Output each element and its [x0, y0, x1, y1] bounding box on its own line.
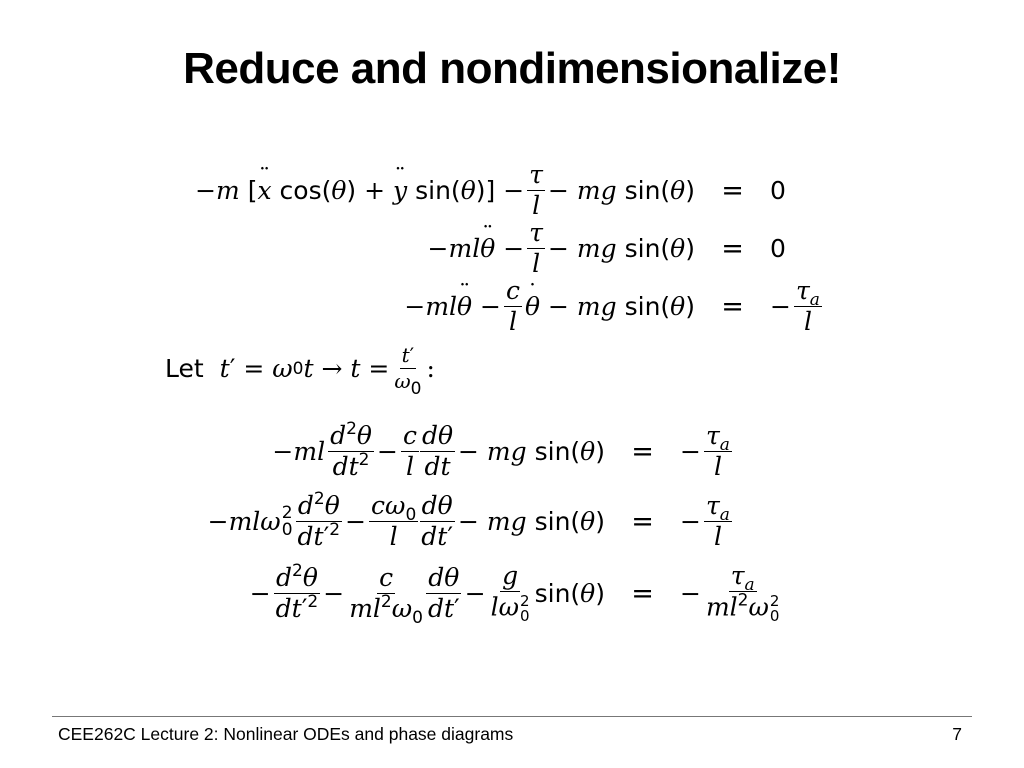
equals-sign: =: [721, 175, 744, 207]
equals-sign: =: [631, 506, 654, 538]
footer-page-number: 7: [952, 724, 962, 744]
equation-4: [165, 418, 735, 482]
equation-2-lhs: − ml ¨ θ − $\frac{\tau}{l}$ − mg sin( θ ): [165, 220, 695, 278]
equation-4-rhs: − $\frac{\tau_a}{l}$: [680, 421, 730, 482]
colon: :: [426, 354, 435, 383]
substitution-line: Let t ′ = ω 0 t → t = $\frac{t'}{\omega_0}$ :: [165, 343, 435, 399]
equals-sign: =: [721, 233, 744, 265]
equals-sign: =: [631, 578, 654, 610]
footer-divider: [52, 716, 972, 717]
equation-1: [165, 162, 786, 220]
equation-6: [165, 560, 784, 629]
let-word: Let: [165, 354, 204, 383]
equals-sign: =: [631, 436, 654, 468]
equation-4-lhs: − ml $\frac{d^2\theta}{dt^2}$ − $\frac{c}{l}$ $\frac{d\theta}{dt}$ − mg sin( θ ): [272, 418, 605, 482]
equation-2-rhs: 0: [770, 234, 786, 264]
equation-5-lhs: − ml ω 2 0 $\frac{d^2\theta}{dt'^2}$ − $\frac{c\omega_0}{l}$ $\frac{d\theta}{dt'}$ − mg sin( θ ): [207, 488, 605, 552]
equation-3-lhs: − ml ¨ θ − $\frac{c}{l}$ ˙ θ − mg sin( θ ): [165, 278, 695, 336]
equation-6-lhs: − $\frac{d^2\theta}{dt'^2}$ − $\frac{c}{ml^2\omega_0}$ $\frac{d\theta}{dt'}$ − g lω 2 0 sin( θ ): [249, 560, 605, 629]
equals-sign: =: [721, 291, 744, 323]
equation-3-rhs: − $\frac{\tau_a}{l}$: [770, 276, 820, 337]
equation-3: [165, 278, 825, 336]
footer-lecture-title: CEE262C Lecture 2: Nonlinear ODEs and phase diagrams: [58, 724, 514, 744]
equation-2: [165, 220, 786, 278]
equation-1-lhs: − m [ ¨ x cos( θ ) + ¨ y sin( θ )] − $\frac{\tau}{l}$ − mg sin( θ ): [165, 162, 695, 220]
equation-6-rhs: − $\tau_a$ $ml^2\omega$ 2 0: [680, 561, 780, 626]
equation-1-rhs: 0: [770, 176, 786, 206]
slide-title: Reduce and nondimensionalize!: [183, 44, 841, 93]
equation-5-rhs: − $\frac{\tau_a}{l}$: [680, 491, 730, 552]
equation-5: [165, 488, 735, 552]
